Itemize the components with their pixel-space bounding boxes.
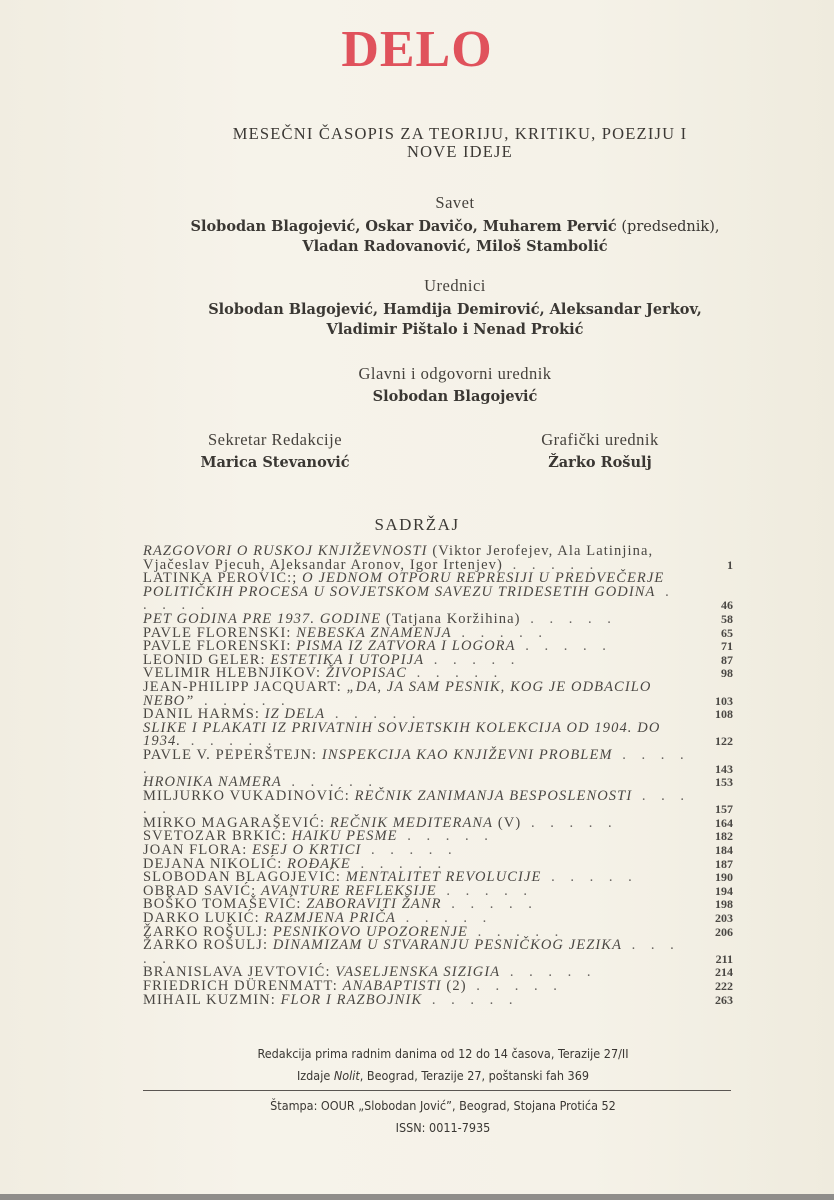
toc-entry-author: PAVLE FLORENSKI: [143, 624, 297, 641]
toc-entry-leader-dots: . . . . . [143, 583, 685, 614]
toc-entry-title: RAZGOVORI O RUSKOJ KNJIŽEVNOSTI [143, 543, 428, 559]
footer-issn: ISSN: 0011-7935 [395, 1120, 491, 1135]
toc-entry [143, 939, 733, 966]
toc-entry-title: DINAMIZAM U STVARANJU PESNIČKOG JEZIKA [272, 937, 623, 954]
graficki-urednik-label: Grafički urednik [541, 430, 659, 449]
toc-entry-leader-dots: . . . . . [424, 651, 521, 668]
toc-entry-title: REČNIK MEDITERANA [329, 814, 494, 831]
toc-entry-author: DARKO LUKIĆ: [143, 910, 265, 927]
toc-entry-author: DEJANA NIKOLIĆ: [143, 855, 288, 872]
toc-entry-page: 222 [715, 979, 733, 993]
urednici-line-1: Slobodan Blagojević, Hamdija Demirović, Aleksandar Jerkov, [208, 301, 702, 318]
toc-entry [143, 719, 733, 750]
toc-entry-author: JEAN-PHILIPP JACQUART: [143, 678, 347, 695]
toc-entry-title: AVANTURE REFLEKSIJE [260, 882, 437, 899]
toc-entry-page: 108 [715, 707, 733, 722]
toc-entry-leader-dots: . . . . . [466, 978, 563, 994]
toc-entry-author: MIHAIL KUZMIN: [143, 991, 281, 1008]
footer-publisher [143, 1068, 743, 1083]
toc-entry-extra: (2) [441, 978, 467, 994]
toc-entry-leader-dots: . . . . . [451, 624, 548, 641]
toc-entry-author: MIRKO MAGARAŠEVIĆ: [143, 814, 330, 831]
toc-entry-page: 1 [727, 557, 733, 572]
toc-entry-author: LEONID GELER: [143, 651, 271, 668]
graficki-urednik-name: Žarko Rošulj [548, 454, 652, 471]
toc-entry-page: 187 [715, 856, 733, 871]
toc-entry-leader-dots: . . . . . [281, 774, 379, 791]
savet-names-bold: Slobodan Blagojević, Oskar Davičo, Muharem Pervić [190, 218, 617, 235]
toc-entry-author: OBRAD SAVIĆ: [143, 882, 261, 899]
toc-entry-page: 87 [721, 652, 733, 667]
toc-entry-leader-dots: . . . . . [502, 556, 600, 573]
toc-entry-leader-dots: . . . . . [467, 923, 565, 940]
toc-entry-author: DANIL HARMS: [143, 706, 265, 723]
toc-entry-title: REČNIK ZANIMANJA BESPOSLENOSTI [354, 787, 633, 804]
sekretar-section [180, 430, 370, 473]
savet-members [140, 217, 770, 257]
toc-entry-leader-dots: . . . . . [520, 610, 617, 627]
toc-entry [143, 991, 733, 1008]
sekretar-name: Marica Stevanović [200, 454, 350, 471]
toc-entry-page: 214 [715, 965, 733, 980]
footer-office-hours: Redakcija prima radnim danima od 12 do 14 časova, Terazije 27/II [257, 1046, 629, 1061]
toc-entry-author: ŽARKO ROŠULJ: [143, 923, 273, 940]
toc-entry-title: ESEJ O KRTICI [252, 842, 362, 859]
toc-entry-page: 198 [715, 897, 733, 912]
toc-entry [143, 572, 733, 613]
toc-entry-extra: (Viktor Jerofejev, Ala Latinjina, Vjačeslav Pjecuh, Aleksandar Aronov, Igor Irtenjev) [143, 543, 658, 573]
toc-entry-leader-dots: . . . . . [422, 991, 519, 1008]
toc-entry-page: 157 [715, 802, 733, 817]
toc-entry-title: ZABORAVITI ŽANR [306, 896, 442, 913]
toc-entry-page: 211 [715, 951, 733, 966]
toc-entry-page: 190 [715, 870, 733, 885]
toc-entry-page: 182 [715, 829, 733, 844]
toc-entry-page: 203 [715, 911, 733, 926]
toc-entry [143, 678, 733, 709]
urednici-section [140, 276, 770, 340]
toc-entry-title: PET GODINA PRE 1937. GODINE [143, 610, 382, 627]
toc-entry [143, 746, 733, 777]
toc-entry-page: 184 [715, 843, 733, 858]
toc-entry-author: MILJURKO VUKADINOVIĆ: [143, 787, 355, 804]
toc-entry-title: ESTETIKA I UTOPIJA [270, 651, 425, 668]
toc-entry-title: IZ DELA [264, 706, 326, 723]
toc-entry-leader-dots: . . . . . [500, 964, 597, 981]
savet-role-note: (predsednik), [616, 219, 720, 235]
toc-entry-title: MENTALITET REVOLUCIJE [345, 869, 542, 886]
toc-entry-leader-dots: . . . . . [397, 828, 494, 845]
toc-entry-title: INSPEKCIJA KAO KNJIŽEVNI PROBLEM [321, 746, 613, 763]
toc-entry-leader-dots: . . . . . [395, 910, 493, 927]
toc-entry-extra: (Tatjana Koržihina) [381, 610, 521, 627]
publisher-name: Nolit [333, 1068, 360, 1083]
toc-entry-title: VASELJENSKA SIZIGIA [335, 964, 501, 981]
toc-entry [143, 545, 733, 572]
toc-entry-page: 65 [721, 625, 733, 640]
toc-entry-author: PAVLE FLORENSKI: [143, 638, 297, 655]
toc-entry-leader-dots: . . . . . [361, 842, 458, 859]
toc-entry-author: LATINKA PEROVIĆ:; [143, 570, 303, 587]
toc-entry-leader-dots: . . . . . [181, 733, 278, 750]
toc-entry-title: SLIKE I PLAKATI IZ PRIVATNIH SOVJETSKIH KOLEKCIJA OD 1904. DO 1934. [143, 719, 666, 750]
table-of-contents [143, 545, 733, 1007]
toc-entry-author: PAVLE V. PEPERŠTEJN: [143, 746, 322, 763]
toc-entry-author: SLOBODAN BLAGOJEVIĆ: [143, 869, 346, 886]
toc-entry-author: BOŠKO TOMAŠEVIĆ: [143, 896, 307, 913]
glavni-urednik-name: Slobodan Blagojević [372, 388, 538, 405]
toc-entry-page: 98 [721, 666, 733, 681]
toc-entry-title: „DA, JA SAM PESNIK, KOG JE ODBACILO NEBO” [143, 678, 657, 709]
toc-entry-leader-dots: . . . . . [143, 787, 700, 818]
toc-entry-leader-dots: . . . . . [436, 882, 533, 899]
publisher-prefix: Izdaje [296, 1068, 334, 1083]
toc-entry-page: 103 [715, 693, 733, 708]
toc-entry-title: ROĐAKE [287, 855, 351, 872]
toc-entry-title: HAIKU PESME [291, 828, 398, 845]
toc-entry-page: 143 [715, 761, 733, 776]
toc-entry-title: FLOR I RAZBOJNIK [280, 991, 423, 1008]
toc-entry-author: FRIEDRICH DÜRENMATT: [143, 978, 343, 994]
footer-divider [143, 1090, 731, 1091]
toc-entry-page: 122 [715, 734, 733, 749]
toc-entry-author: VELIMIR HLEBNJIKOV: [143, 665, 326, 682]
toc-entry-page: 46 [721, 598, 733, 613]
journal-subtitle [150, 125, 770, 161]
toc-entry-title: PESNIKOVO UPOZORENJE [272, 923, 468, 940]
subtitle-line-1: MESEČNI ČASOPIS ZA TEORIJU, KRITIKU, POEZIJU I [232, 124, 688, 143]
savet-label: Savet [435, 193, 475, 212]
toc-entry-title: NEBESKA ZNAMENJA [296, 624, 452, 641]
toc-title: SADRŽAJ [374, 515, 460, 534]
toc-entry-leader-dots: . . . . . [143, 746, 700, 777]
toc-entry [143, 787, 733, 818]
footer-printer: Štampa: OOUR „Slobodan Jović”, Beograd, Stojana Protića 52 [270, 1098, 616, 1113]
urednici-members [140, 300, 770, 340]
toc-entry-leader-dots: . . . . . [350, 855, 448, 872]
toc-entry-extra: (V) [493, 814, 522, 831]
toc-entry-author: BRANISLAVA JEVTOVIĆ: [143, 964, 336, 981]
graficki-urednik-section [515, 430, 685, 473]
toc-entry-leader-dots: . . . . . [194, 692, 291, 709]
toc-entry-title: O JEDNOM OTPORU REPRESIJI U PREDVEČERJE POLITIČKIH PROCESA U SOVJETSKOM SAVEZU TRIDESETIH GODINA [143, 570, 670, 600]
glavni-urednik-label: Glavni i odgovorni urednik [358, 364, 552, 383]
sekretar-label: Sekretar Redakcije [207, 430, 343, 449]
urednici-line-2: Vladimir Pištalo i Nenad Prokić [326, 321, 584, 338]
page-bottom-edge [0, 1194, 834, 1200]
toc-entry-title: ANABAPTISTI [342, 978, 442, 994]
toc-entry-author: JOAN FLORA: [143, 842, 253, 859]
journal-title: DELO [341, 21, 493, 78]
toc-entry-leader-dots: . . . . . [521, 814, 618, 831]
toc-entry-page: 71 [721, 639, 733, 654]
toc-entry-author: SVETOZAR BRKIĆ: [143, 828, 292, 845]
toc-entry-page: 164 [715, 815, 733, 830]
toc-entry-page: 153 [715, 775, 733, 790]
toc-entry-leader-dots: . . . . . [406, 665, 504, 682]
savet-line-2: Vladan Radovanović, Miloš Stambolić [302, 238, 608, 255]
toc-entry-leader-dots: . . . . . [325, 706, 422, 723]
toc-entry-page: 194 [715, 883, 733, 898]
toc-entry-title: ŽIVOPISAC [325, 665, 407, 682]
savet-section [140, 193, 770, 257]
toc-entry-leader-dots: . . . . . [515, 638, 612, 655]
toc-entry-leader-dots: . . . . . [441, 896, 538, 913]
toc-entry-author: ŽARKO ROŠULJ: [143, 937, 273, 954]
toc-entry-title: HRONIKA NAMERA [143, 774, 282, 791]
subtitle-line-2: NOVE IDEJE [407, 142, 513, 161]
toc-entry-page: 58 [721, 611, 733, 626]
glavni-urednik-section [140, 364, 770, 407]
toc-entry-title: PISMA IZ ZATVORA I LOGORA [296, 638, 516, 655]
publisher-address: , Beograd, Terazije 27, poštanski fah 369 [359, 1068, 590, 1083]
toc-entry-page: 263 [715, 992, 733, 1007]
toc-entry-leader-dots: . . . . . [541, 869, 638, 886]
toc-entry-leader-dots: . . . . . [143, 937, 690, 967]
savet-line-1 [140, 217, 770, 237]
urednici-label: Urednici [424, 276, 486, 295]
toc-entry-page: 206 [715, 924, 733, 939]
toc-entry-title: RAZMJENA PRIČA [264, 910, 396, 927]
